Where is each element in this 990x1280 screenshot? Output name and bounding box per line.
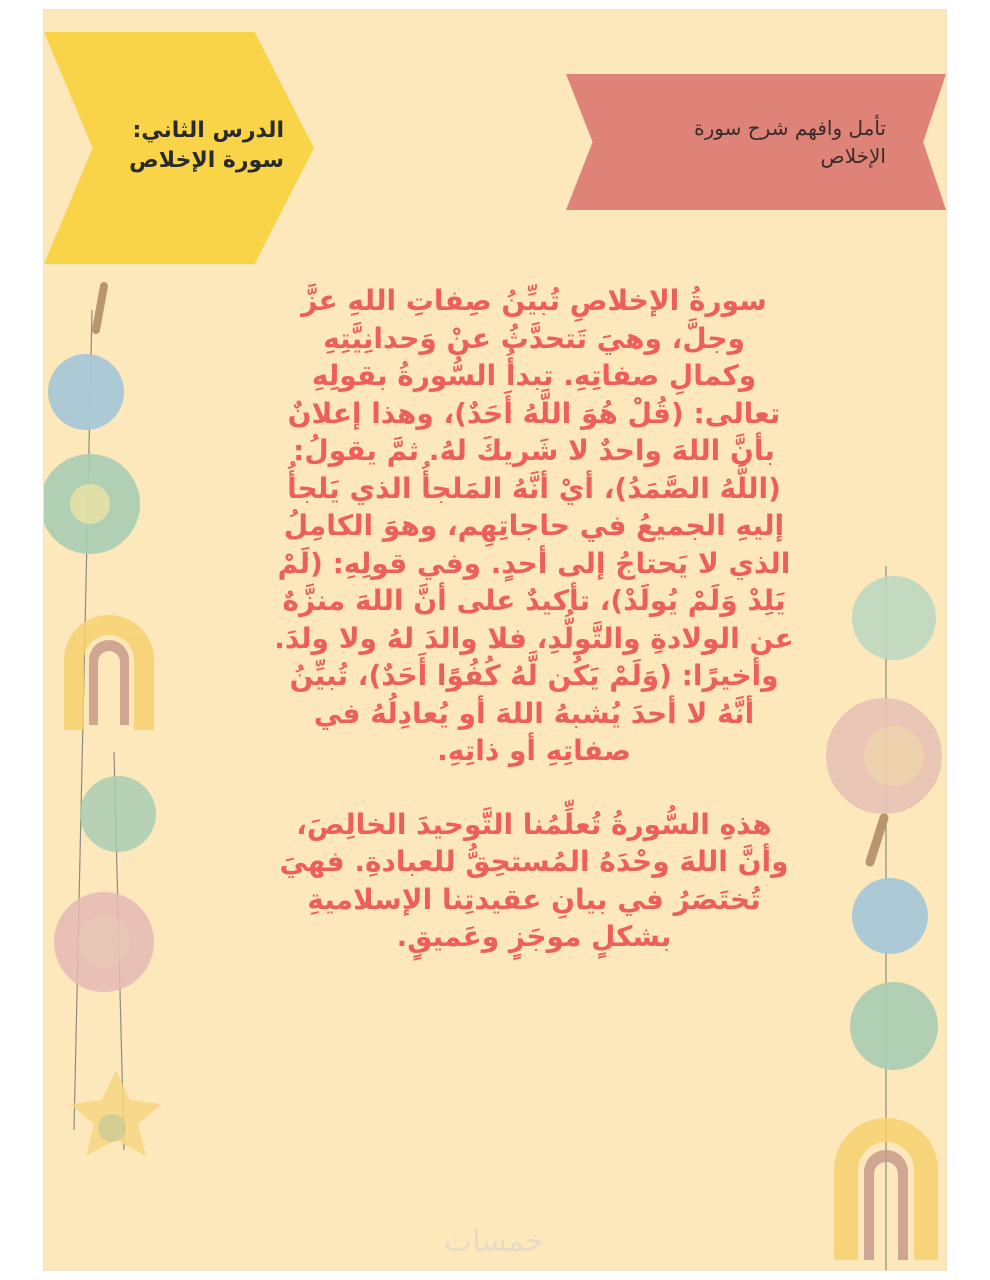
text-line: سورةُ الإخلاصِ تُبيِّنُ صِفاتِ اللهِ عزَّ [301, 284, 767, 317]
watermark-logo: خمسات [443, 1224, 545, 1259]
instruction-text [624, 114, 886, 170]
right-stick-icon [870, 818, 884, 862]
left-stick-icon [96, 286, 104, 330]
text-line: تعالى: (قُلْ هُوَ اللَّهُ أَحَدٌ)، وهذا إعلانٌ [287, 396, 781, 430]
explanation-paragraph-2 [244, 806, 824, 956]
explanation-text [244, 282, 824, 956]
right-green-ball-2-icon [850, 982, 938, 1070]
text-line: الذي لا يَحتاجُ إلى أحدٍ. وفي قولِهِ: (لَمْ [277, 546, 791, 580]
text-line: يَلِدْ وَلَمْ يُولَدْ)، تأكيدٌ على أنَّ اللهَ منزَّهٌ [282, 584, 786, 617]
text-line: تُختَصَرُ في بيانِ عقيدتِنا الإسلاميةِ [307, 882, 761, 916]
left-blue-ball-icon [48, 354, 124, 430]
instruction-line2: الإخلاص [820, 144, 886, 168]
text-line: بشكلٍ موجَزٍ وعَميقٍ. [396, 920, 672, 953]
right-blue-ball-icon [852, 878, 928, 954]
lesson-title-line1: الدرس الثاني: [132, 118, 284, 143]
text-line: هذهِ السُّورةُ تُعلِّمُنا التَّوحيدَ الخالِصَ، [296, 807, 772, 841]
right-green-ball-icon [852, 576, 936, 660]
lesson-title-line2: سورة الإخلاص [129, 148, 284, 173]
lesson-title [104, 116, 284, 176]
text-line: وجلَّ، وهيَ تَتحدَّثُ عنْ وَحدانِيَّتِهِ [323, 321, 745, 355]
left-star-icon [70, 1070, 162, 1156]
instruction-line1: تأمل وافهم شرح سورة [694, 116, 886, 140]
text-line: (اللَّهُ الصَّمَدُ)، أيْ أنَّهُ المَلجأُ الذي يَلجأُ [287, 471, 781, 505]
left-green-ball-2-icon [80, 776, 156, 852]
text-line: وكمالِ صفاتِهِ. تبدأُ السُّورةُ بقولِهِ [311, 359, 757, 392]
text-line: وأنَّ اللهَ وحْدَهُ المُستحِقُّ للعبادةِ. فهيَ [279, 845, 789, 878]
text-line: بأنَّ اللهَ واحدٌ لا شَريكَ لهُ. ثمَّ يقولُ: [293, 434, 775, 467]
text-line: أنَّهُ لا أحدَ يُشبهُ اللهَ أو يُعادِلُهُ في [313, 696, 755, 730]
left-rainbow-icon [64, 615, 154, 730]
text-line: وأخيرًا: (وَلَمْ يَكُن لَّهُ كُفُوًا أَحَدٌ)، تُبيِّنُ [289, 659, 779, 692]
explanation-paragraph-1 [244, 282, 824, 770]
worksheet-page [44, 10, 946, 1270]
text-line: عن الولادةِ والتَّولُّدِ، فلا والدَ لهُ ولا ولدَ. [274, 621, 794, 655]
text-line: صفاتِهِ أو ذاتِهِ. [437, 734, 631, 767]
text-line: إليهِ الجميعُ في حاجاتِهِم، وهوَ الكامِلُ [283, 509, 785, 542]
